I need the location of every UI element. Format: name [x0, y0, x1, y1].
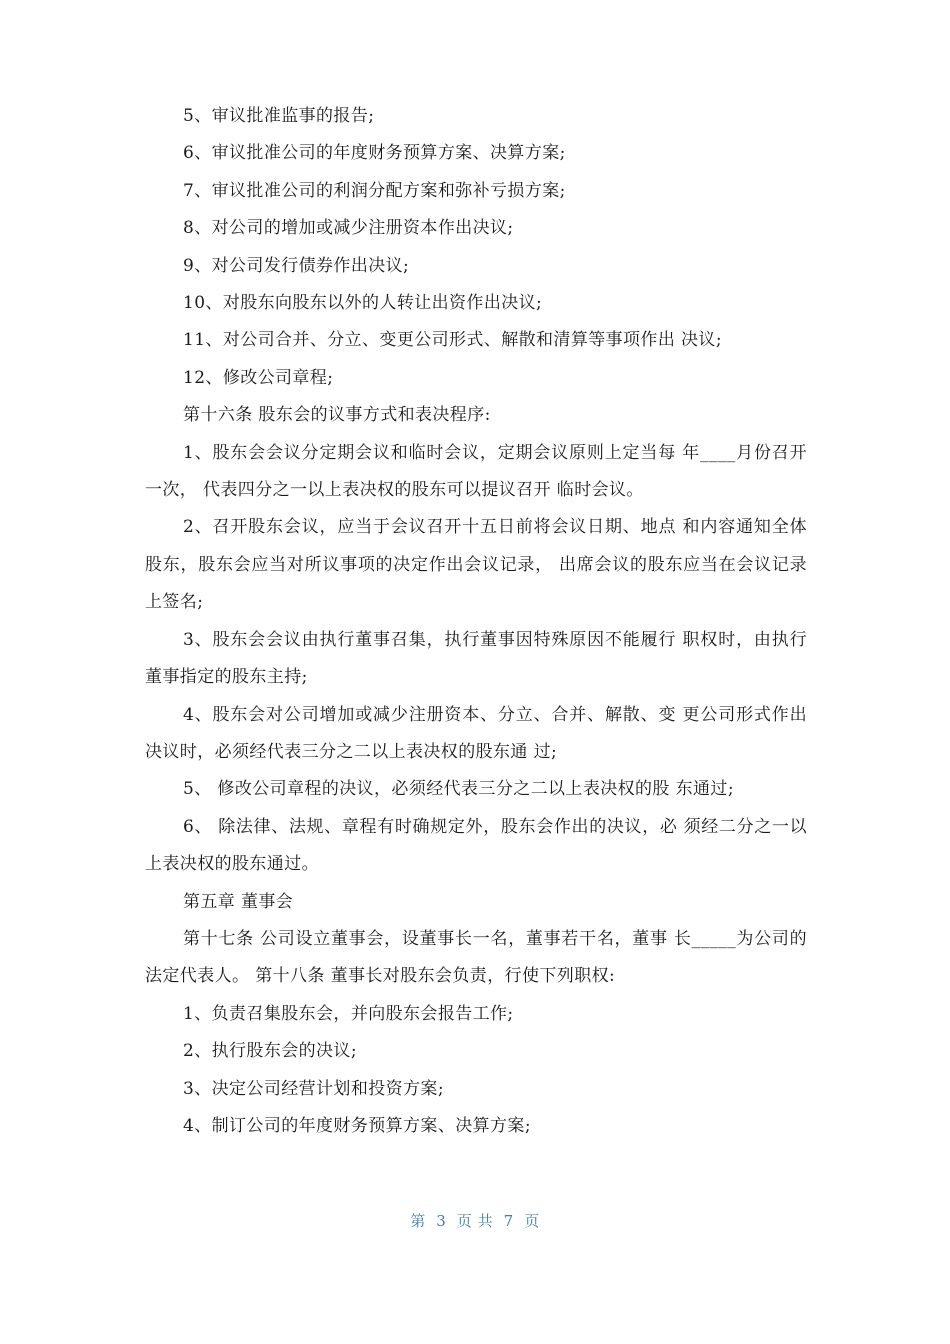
- paragraph: 4、制订公司的年度财务预算方案、决算方案;: [183, 1115, 531, 1136]
- paragraph: 3、决定公司经营计划和投资方案;: [183, 1078, 444, 1099]
- paragraph: 11、对公司合并、分立、变更公司形式、解散和清算等事项作出 决议;: [183, 330, 722, 351]
- paragraph: 3、股东会会议由执行董事召集，执行董事因特殊原因不能履行 职权时，由执行董事指定的股东主持;: [145, 629, 807, 688]
- paragraph: 5、审议批准监事的报告;: [183, 106, 375, 126]
- paragraph: 9、对公司发行债券作出决议;: [183, 255, 410, 276]
- document-body: [145, 98, 807, 1145]
- paragraph: 1、股东会会议分定期会议和临时会议，定期会议原则上定当每 年____月份召开一次， 代表四分之一以上表决权的股东可以提议召开 临时会议。: [145, 442, 807, 501]
- section-heading: 第十六条 股东会的议事方式和表决程序:: [183, 405, 491, 426]
- paragraph: 6、 除法律、法规、章程有时确规定外，股东会作出的决议，必 须经二分之一以上表决权的股东通过。: [145, 816, 807, 875]
- paragraph: 2、执行股东会的决议;: [183, 1041, 357, 1062]
- page-footer: [0, 1210, 950, 1231]
- paragraph: 10、对股东向股东以外的人转让出资作出决议;: [183, 293, 543, 314]
- page-number: 第 3 页 共 7 页: [410, 1212, 540, 1230]
- paragraph: 5、 修改公司章程的决议，必须经代表三分之二以上表决权的股 东通过;: [183, 779, 734, 800]
- chapter-heading: 第五章 董事会: [183, 891, 294, 912]
- paragraph: 12、修改公司章程;: [183, 367, 334, 388]
- paragraph: 8、对公司的增加或减少注册资本作出决议;: [183, 218, 514, 239]
- paragraph: 2、召开股东会议，应当于会议召开十五日前将会议日期、地点 和内容通知全体股东，股东会应当对所议事项的决定作出会议记录， 出席会议的股东应当在会议记录上签名;: [145, 517, 807, 613]
- paragraph: 1、负责召集股东会，并向股东会报告工作;: [183, 1003, 514, 1024]
- paragraph: 7、审议批准公司的利润分配方案和弥补亏损方案;: [183, 180, 566, 201]
- paragraph: 6、审议批准公司的年度财务预算方案、决算方案;: [183, 143, 566, 164]
- paragraph: 第十七条 公司设立董事会，设董事长一名，董事若干名，董事 长_____为公司的法定代表人。 第十八条 董事长对股东会负责，行使下列职权:: [145, 928, 807, 987]
- paragraph: 4、股东会对公司增加或减少注册资本、分立、合并、解散、变 更公司形式作出决议时，必须经代表三分之二以上表决权的股东通 过;: [145, 704, 807, 762]
